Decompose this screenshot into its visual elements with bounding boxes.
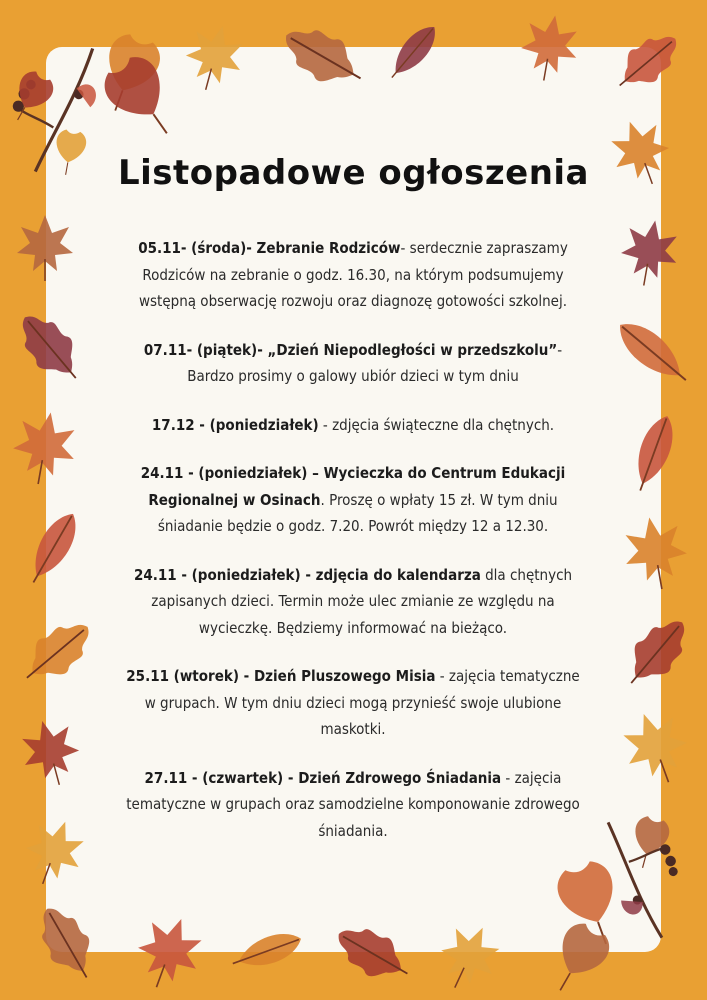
oak-leaf-icon bbox=[611, 602, 707, 698]
maple-leaf-icon bbox=[510, 5, 590, 85]
announcement-item bbox=[125, 460, 581, 540]
maple-leaf-icon bbox=[611, 506, 699, 594]
announcement-item bbox=[125, 765, 581, 845]
autumn-leaf-icon bbox=[598, 298, 702, 402]
autumn-leaf-icon bbox=[607, 402, 703, 498]
maple-leaf-icon bbox=[175, 15, 255, 95]
announcement-heading: 07.11- (piątek)- „Dzień Niepodległości w przedszkolu” bbox=[143, 340, 558, 359]
announcement-heading: 25.11 (wtorek) - Dzień Pluszowego Misia bbox=[126, 667, 436, 685]
announcement-item bbox=[125, 562, 581, 642]
announcement-item bbox=[125, 337, 581, 390]
oak-leaf-icon bbox=[17, 892, 113, 988]
page-title: Listopadowe ogłoszenia bbox=[117, 152, 589, 193]
ginkgo-leaf-icon bbox=[536, 912, 624, 1000]
announcement-heading: 17.12 - (poniedziałek) bbox=[151, 415, 319, 434]
autumn-leaf-icon bbox=[7, 497, 103, 593]
oak-leaf-icon bbox=[268, 3, 372, 107]
announcement-text: dla chętnych zapisanych dzieci. Termin może ulec zmianie ze względu na wycieczkę. Będziemy informować na bieżąco. bbox=[151, 565, 573, 637]
autumn-leaf-icon bbox=[226, 906, 314, 994]
announcement-heading: 24.11 - (poniedziałek) – Wycieczka do Centrum Edukacji Regionalnej w Osinach bbox=[140, 464, 566, 509]
announcements-list bbox=[125, 235, 581, 844]
maple-leaf-icon bbox=[10, 710, 90, 790]
announcement-heading: 05.11- (środa)- Zebranie Rodziców bbox=[138, 239, 401, 257]
announcement-text: - zdjęcia świąteczne dla chętnych. bbox=[318, 415, 555, 434]
announcement-text: - serdecznie zapraszamy Rodziców na zebranie o godz. 16.30, na którym podsumujemy wstępną obserwację rozwoju oraz diagnozę gotowości szkolnej. bbox=[138, 239, 568, 310]
maple-leaf-icon bbox=[610, 210, 690, 290]
oak-leaf-icon bbox=[12, 602, 108, 698]
announcement-item bbox=[125, 412, 581, 439]
maple-leaf-icon bbox=[430, 915, 510, 995]
announcement-text: . Proszę o wpłaty 15 zł. W tym dniu śniadanie będzie o godz. 7.20. Powrót między 12 a 12.30. bbox=[157, 490, 558, 535]
maple-leaf-icon bbox=[5, 205, 85, 285]
announcement-item bbox=[125, 235, 581, 315]
announcement-text: - zajęcia tematyczne w grupach. W tym dniu dzieci mogą przynieść swoje ulubione maskotki. bbox=[144, 667, 580, 738]
maple-leaf-icon bbox=[611, 701, 699, 789]
oak-leaf-icon bbox=[0, 297, 96, 393]
announcement-text: - zajęcia tematyczne w grupach oraz samodzielne komponowanie zdrowego śniadania. bbox=[126, 768, 580, 840]
maple-leaf-icon bbox=[1, 401, 89, 489]
ginkgo-leaf-icon bbox=[0, 63, 64, 127]
announcement-heading: 27.11 - (czwartek) - Dzień Zdrowego Śniadania bbox=[144, 768, 502, 787]
maple-leaf-icon bbox=[126, 906, 214, 994]
oak-leaf-icon bbox=[322, 904, 418, 1000]
maple-leaf-icon bbox=[15, 810, 95, 890]
announcement-item bbox=[125, 663, 581, 743]
oak-leaf-icon bbox=[606, 16, 694, 104]
announcement-heading: 24.11 - (poniedziałek) - zdjęcia do kalendarza bbox=[133, 565, 481, 584]
autumn-leaf-icon bbox=[375, 10, 455, 90]
announcement-text: - Bardzo prosimy o galowy ubiór dzieci w tym dniu bbox=[187, 340, 563, 385]
